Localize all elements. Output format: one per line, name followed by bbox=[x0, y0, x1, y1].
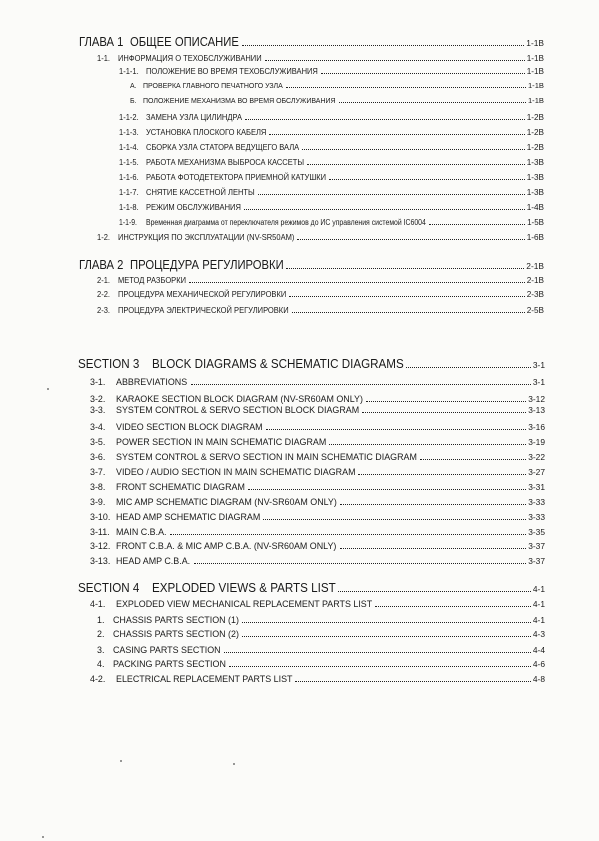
entry-number: 3-1. bbox=[90, 376, 106, 387]
page-number: 3-12 bbox=[528, 393, 545, 404]
dot-leader bbox=[339, 102, 526, 103]
toc-entry bbox=[97, 307, 544, 315]
toc-entry bbox=[97, 291, 544, 299]
entry-number: 1-1-1. bbox=[119, 66, 139, 76]
scan-speck bbox=[233, 763, 235, 765]
entry-number: 3-6. bbox=[90, 451, 106, 462]
dot-leader bbox=[297, 239, 525, 240]
toc-entry bbox=[130, 97, 544, 105]
toc-entry bbox=[90, 406, 545, 415]
entry-number: 1-1-6. bbox=[119, 172, 139, 182]
entry-number: 2-3. bbox=[97, 305, 110, 315]
entry-title: MAIN C.B.A. bbox=[116, 526, 167, 537]
toc-entry bbox=[119, 174, 544, 182]
page-number: 1-2В bbox=[526, 127, 544, 137]
dot-leader bbox=[302, 149, 525, 150]
toc-heading bbox=[78, 358, 545, 371]
entry-title: SYSTEM CONTROL & SERVO SECTION BLOCK DIAGRAM bbox=[116, 404, 360, 415]
toc-entry bbox=[90, 483, 545, 492]
entry-number: 1-1. bbox=[97, 53, 110, 63]
dot-leader bbox=[429, 224, 525, 225]
toc-entry bbox=[90, 498, 545, 507]
dot-leader bbox=[242, 622, 531, 623]
entry-number: 4-2. bbox=[90, 673, 106, 684]
entry-number: 3-10. bbox=[90, 511, 111, 522]
page-number: 2-1В bbox=[526, 260, 544, 271]
dot-leader bbox=[248, 489, 526, 490]
entry-number: 3-5. bbox=[90, 436, 106, 447]
dot-leader bbox=[329, 179, 525, 180]
entry-number: 1-2. bbox=[97, 232, 110, 242]
entry-title: ЗАМЕНА УЗЛА ЦИЛИНДРА bbox=[146, 112, 243, 122]
entry-title: ПРОЦЕДУРА ЭЛЕКТРИЧЕСКОЙ РЕГУЛИРОВКИ bbox=[118, 305, 289, 315]
toc-entry bbox=[119, 159, 544, 167]
entry-number: ГЛАВА 1 bbox=[79, 34, 124, 49]
entry-title: ПОЛОЖЕНИЕ ВО ВРЕМЯ ТЕХОБСЛУЖИВАНИЯ bbox=[146, 66, 318, 76]
entry-number: 1-1-4. bbox=[119, 142, 139, 152]
toc-heading bbox=[79, 259, 544, 272]
entry-title: SYSTEM CONTROL & SERVO SECTION IN MAIN SCHEMATIC DIAGRAM bbox=[116, 451, 417, 462]
entry-number: 3-4. bbox=[90, 421, 106, 432]
page-number: 1-1В bbox=[527, 81, 544, 91]
page-number: 3-37 bbox=[528, 555, 545, 566]
dot-leader bbox=[258, 194, 525, 195]
dot-leader bbox=[286, 87, 526, 88]
entry-number: SECTION 4 bbox=[78, 580, 140, 595]
page-number: 4-3 bbox=[532, 628, 545, 639]
entry-number: 3-12. bbox=[90, 540, 111, 551]
dot-leader bbox=[245, 119, 524, 120]
page-number: 3-22 bbox=[528, 451, 545, 462]
toc-entry bbox=[90, 378, 545, 387]
entry-number: 1-1-3. bbox=[119, 127, 139, 137]
dot-leader bbox=[366, 401, 527, 402]
toc-entry bbox=[90, 453, 545, 462]
entry-title: CHASSIS PARTS SECTION (1) bbox=[113, 614, 239, 625]
entry-title: СБОРКА УЗЛА СТАТОРА ВЕДУЩЕГО ВАЛА bbox=[146, 142, 300, 152]
page-number: 1-6В bbox=[526, 232, 544, 242]
entry-number: SECTION 3 bbox=[78, 356, 140, 371]
dot-leader bbox=[242, 45, 525, 46]
page-number: 3-33 bbox=[528, 496, 545, 507]
entry-number: 1-1-7. bbox=[119, 187, 139, 197]
entry-title: POWER SECTION IN MAIN SCHEMATIC DIAGRAM bbox=[116, 436, 327, 447]
entry-title: HEAD AMP SCHEMATIC DIAGRAM bbox=[116, 511, 261, 522]
entry-title: EXPLODED VIEWS & PARTS LIST bbox=[152, 580, 336, 595]
dot-leader bbox=[338, 591, 531, 592]
entry-title: РАБОТА ФОТОДЕТЕКТОРА ПРИЕМНОЙ КАТУШКИ bbox=[146, 172, 327, 182]
toc-entry bbox=[90, 438, 545, 447]
entry-title: ОБЩЕЕ ОПИСАНИЕ bbox=[130, 34, 239, 49]
page-number: 1-1В bbox=[526, 53, 544, 63]
page-number: 4-6 bbox=[532, 658, 545, 669]
dot-leader bbox=[191, 384, 531, 385]
dot-leader bbox=[269, 134, 524, 135]
page-number: 3-37 bbox=[528, 540, 545, 551]
dot-leader bbox=[295, 681, 530, 682]
dot-leader bbox=[244, 209, 525, 210]
entry-title: KARAOKE SECTION BLOCK DIAGRAM (NV-SR60AM ONLY) bbox=[116, 393, 363, 404]
page-number: 4-4 bbox=[532, 644, 545, 655]
dot-leader bbox=[242, 636, 531, 637]
entry-number: 3-13. bbox=[90, 555, 111, 566]
page-number: 4-1 bbox=[532, 583, 545, 594]
toc-entry bbox=[97, 630, 545, 639]
page-number: 1-4В bbox=[526, 202, 544, 212]
toc-entry bbox=[119, 129, 544, 137]
page-number: 3-1 bbox=[532, 359, 545, 370]
entry-title: ABBREVIATIONS bbox=[116, 376, 188, 387]
page-number: 2-3В bbox=[526, 289, 544, 299]
page-number: 3-1 bbox=[532, 376, 545, 387]
entry-title: CASING PARTS SECTION bbox=[113, 644, 221, 655]
entry-title: ELECTRICAL REPLACEMENT PARTS LIST bbox=[116, 673, 293, 684]
entry-number: 4-1. bbox=[90, 598, 106, 609]
toc-entry bbox=[97, 277, 544, 285]
entry-number: ГЛАВА 2 bbox=[79, 257, 124, 272]
page-number: 1-2В bbox=[526, 112, 544, 122]
scan-speck bbox=[120, 760, 122, 762]
toc-heading bbox=[79, 36, 544, 49]
entry-title: BLOCK DIAGRAMS & SCHEMATIC DIAGRAMS bbox=[152, 356, 404, 371]
page-number: 3-27 bbox=[528, 466, 545, 477]
entry-title: РЕЖИМ ОБСЛУЖИВАНИЯ bbox=[146, 202, 241, 212]
entry-number: 4. bbox=[97, 658, 105, 669]
toc-entry bbox=[90, 423, 545, 432]
toc-entry bbox=[97, 616, 545, 625]
toc-entry bbox=[119, 204, 544, 212]
entry-title: VIDEO / AUDIO SECTION IN MAIN SCHEMATIC DIAGRAM bbox=[116, 466, 356, 477]
entry-number: 2-2. bbox=[97, 289, 110, 299]
toc-entry bbox=[90, 675, 545, 684]
dot-leader bbox=[170, 534, 527, 535]
page-number: 4-1 bbox=[532, 614, 545, 625]
toc-entry bbox=[90, 395, 545, 404]
page-number: 3-19 bbox=[528, 436, 545, 447]
entry-number: 2-1. bbox=[97, 275, 110, 285]
dot-leader bbox=[362, 412, 526, 413]
entry-title: ПОЛОЖЕНИЕ МЕХАНИЗМА ВО ВРЕМЯ ОБСЛУЖИВАНИЯ bbox=[143, 96, 336, 106]
page-number: 1-1В bbox=[527, 96, 544, 106]
entry-number: 1-1-8. bbox=[119, 202, 139, 212]
page-number: 3-31 bbox=[528, 481, 545, 492]
dot-leader bbox=[263, 519, 526, 520]
page-number: 1-3В bbox=[526, 157, 544, 167]
entry-title: СНЯТИЕ КАССЕТНОЙ ЛЕНТЫ bbox=[146, 187, 255, 197]
toc-entry bbox=[90, 542, 545, 551]
entry-number: 2. bbox=[97, 628, 105, 639]
dot-leader bbox=[266, 429, 527, 430]
toc-entry bbox=[119, 189, 544, 197]
page-number: 4-8 bbox=[532, 673, 545, 684]
entry-number: 3-8. bbox=[90, 481, 106, 492]
page-number: 1-3В bbox=[526, 172, 544, 182]
entry-number: А. bbox=[130, 81, 137, 91]
toc-entry bbox=[119, 68, 544, 76]
entry-title: ПРОЦЕДУРА РЕГУЛИРОВКИ bbox=[130, 257, 284, 272]
dot-leader bbox=[189, 282, 525, 283]
toc-entry bbox=[97, 660, 545, 669]
dot-leader bbox=[420, 459, 526, 460]
toc-heading bbox=[78, 582, 545, 595]
dot-leader bbox=[340, 504, 527, 505]
page-number: 3-13 bbox=[528, 404, 545, 415]
page-number: 1-5В bbox=[527, 218, 544, 227]
toc-entry bbox=[97, 55, 544, 63]
page-number: 4-1 bbox=[532, 598, 545, 609]
entry-title: VIDEO SECTION BLOCK DIAGRAM bbox=[116, 421, 263, 432]
page-number: 2-5В bbox=[526, 305, 544, 315]
entry-title: MIC AMP SCHEMATIC DIAGRAM (NV-SR60AM ONLY) bbox=[116, 496, 337, 507]
entry-title: CHASSIS PARTS SECTION (2) bbox=[113, 628, 239, 639]
entry-title: Временная диаграмма от переключателя режимов до ИС управления системой IC6004 bbox=[146, 218, 426, 227]
entry-title: ПРОВЕРКА ГЛАВНОГО ПЕЧАТНОГО УЗЛА bbox=[143, 81, 283, 91]
entry-title: ПРОЦЕДУРА МЕХАНИЧЕСКОЙ РЕГУЛИРОВКИ bbox=[118, 289, 287, 299]
dot-leader bbox=[375, 606, 531, 607]
entry-number: 1-1-5. bbox=[119, 157, 139, 167]
scan-speck bbox=[42, 836, 44, 838]
page-number: 1-1В bbox=[526, 37, 544, 48]
dot-leader bbox=[229, 666, 531, 667]
dot-leader bbox=[340, 548, 527, 549]
page-number: 2-1В bbox=[526, 275, 544, 285]
entry-number: Б. bbox=[130, 96, 137, 106]
entry-title: ИНФОРМАЦИЯ О ТЕХОБСЛУЖИВАНИИ bbox=[118, 53, 262, 63]
entry-number: 1-1-2. bbox=[119, 112, 139, 122]
entry-number: 3-11. bbox=[90, 526, 110, 537]
entry-title: УСТАНОВКА ПЛОСКОГО КАБЕЛЯ bbox=[146, 127, 267, 137]
entry-title: PACKING PARTS SECTION bbox=[113, 658, 226, 669]
toc-entry bbox=[90, 557, 545, 566]
scan-speck bbox=[47, 388, 49, 390]
entry-title: FRONT C.B.A. & MIC AMP C.B.A. (NV-SR60AM ONLY) bbox=[116, 540, 337, 551]
page-number: 1-1В bbox=[526, 66, 544, 76]
dot-leader bbox=[358, 474, 526, 475]
entry-number: 3-7. bbox=[90, 466, 106, 477]
page-number: 3-16 bbox=[528, 421, 545, 432]
entry-number: 1. bbox=[97, 614, 105, 625]
entry-title: FRONT SCHEMATIC DIAGRAM bbox=[116, 481, 245, 492]
entry-title: МЕТОД РАЗБОРКИ bbox=[118, 275, 187, 285]
entry-title: HEAD AMP C.B.A. bbox=[116, 555, 191, 566]
dot-leader bbox=[289, 296, 525, 297]
entry-number: 3-2. bbox=[90, 393, 106, 404]
entry-number: 3-9. bbox=[90, 496, 106, 507]
toc-entry bbox=[130, 82, 544, 90]
toc-entry bbox=[119, 219, 544, 227]
toc-entry bbox=[119, 144, 544, 152]
dot-leader bbox=[321, 73, 525, 74]
dot-leader bbox=[194, 563, 527, 564]
toc-entry bbox=[90, 600, 545, 609]
entry-number: 1-1-9. bbox=[119, 218, 137, 227]
page-number: 3-35 bbox=[528, 526, 545, 537]
page-number: 1-3В bbox=[526, 187, 544, 197]
entry-title: РАБОТА МЕХАНИЗМА ВЫБРОСА КАССЕТЫ bbox=[146, 157, 305, 167]
dot-leader bbox=[224, 652, 531, 653]
dot-leader bbox=[265, 60, 525, 61]
toc-entry bbox=[90, 468, 545, 477]
dot-leader bbox=[307, 164, 525, 165]
page-number: 1-2В bbox=[526, 142, 544, 152]
entry-number: 3. bbox=[97, 644, 105, 655]
toc-entry bbox=[90, 528, 545, 537]
entry-title: EXPLODED VIEW MECHANICAL REPLACEMENT PARTS LIST bbox=[116, 598, 373, 609]
dot-leader bbox=[286, 268, 524, 269]
entry-title: ИНСТРУКЦИЯ ПО ЭКСПЛУАТАЦИИ (NV-SR50AM) bbox=[118, 232, 295, 242]
toc-entry bbox=[97, 234, 544, 242]
entry-number: 3-3. bbox=[90, 404, 106, 415]
toc-entry bbox=[97, 646, 545, 655]
dot-leader bbox=[329, 444, 526, 445]
toc-entry bbox=[119, 114, 544, 122]
dot-leader bbox=[292, 312, 525, 313]
toc-entry bbox=[90, 513, 545, 522]
dot-leader bbox=[406, 367, 531, 368]
page-number: 3-33 bbox=[528, 511, 545, 522]
